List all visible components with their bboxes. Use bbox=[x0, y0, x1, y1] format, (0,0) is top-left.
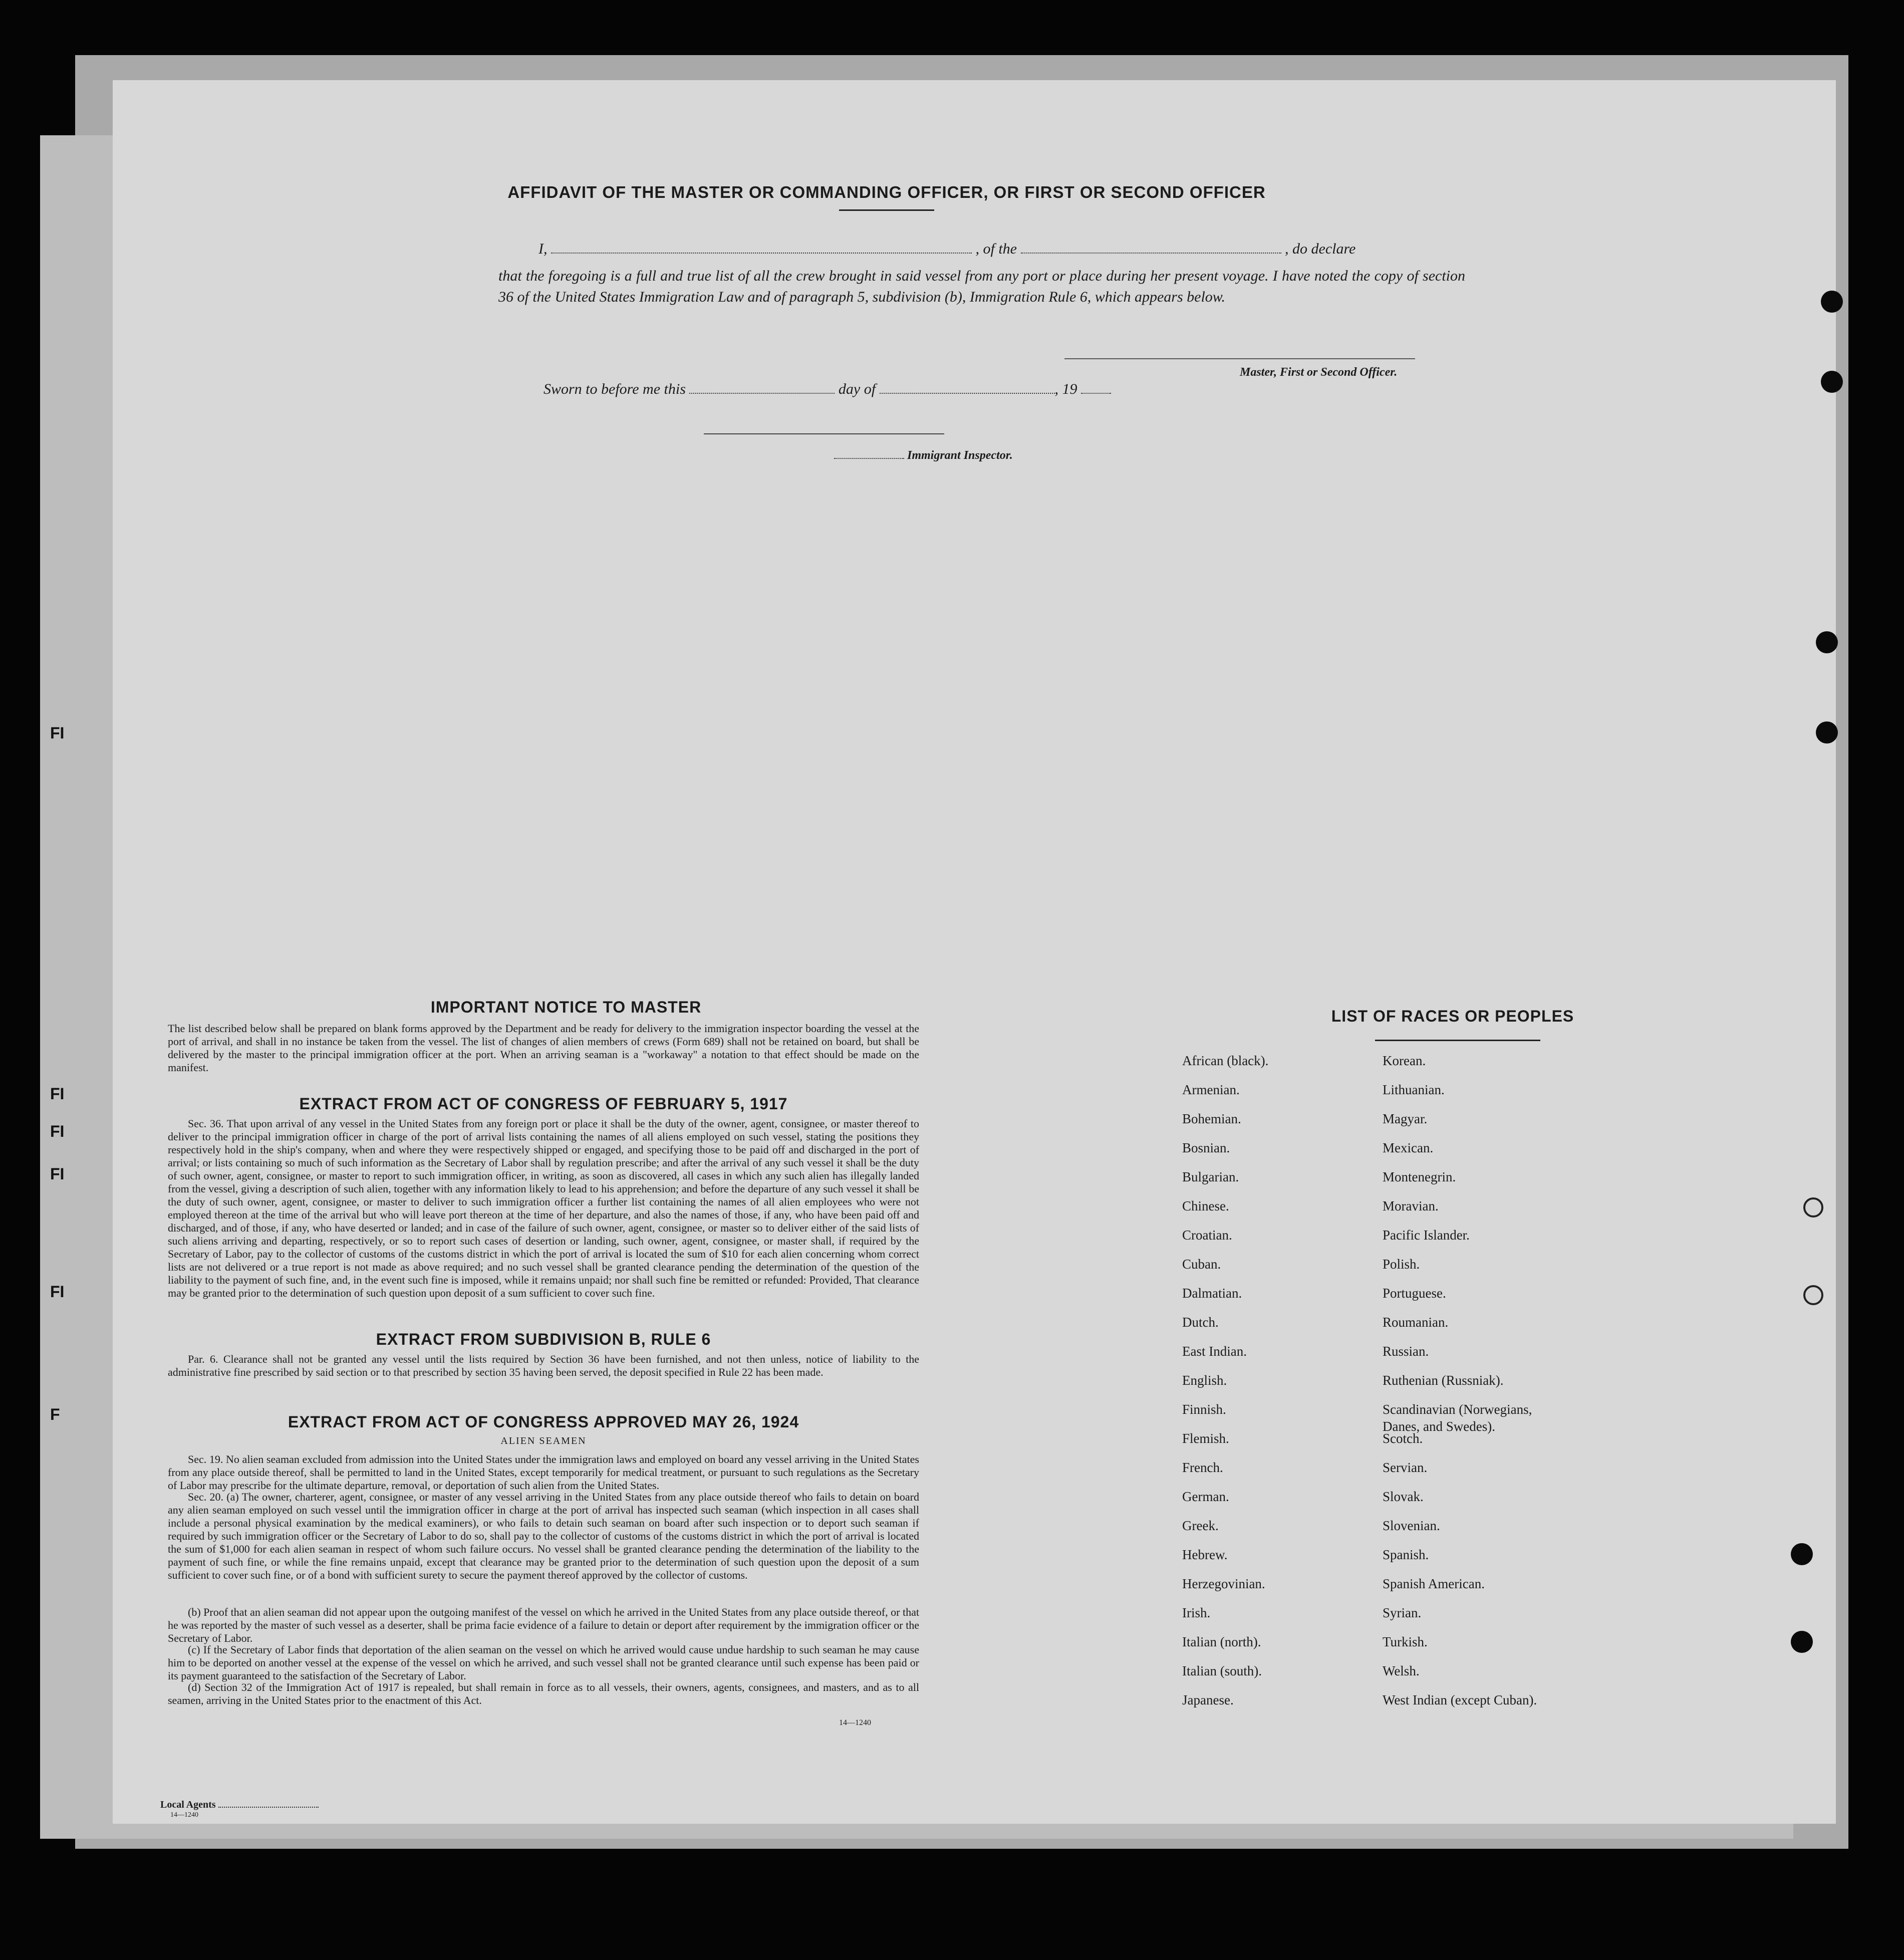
extract-1924-title: EXTRACT FROM ACT OF CONGRESS APPROVED MAY 26, 1924 bbox=[288, 1413, 799, 1431]
extract-1917-title: EXTRACT FROM ACT OF CONGRESS OF FEBRUARY 5, 1917 bbox=[299, 1095, 788, 1113]
declarant-prefix: I, bbox=[538, 240, 548, 257]
race-item: German. bbox=[1182, 1489, 1229, 1504]
sworn-prefix: Sworn to before me this bbox=[543, 381, 686, 397]
race-item: Montenegrin. bbox=[1383, 1169, 1456, 1184]
race-item: African (black). bbox=[1182, 1053, 1269, 1068]
race-item: Spanish American. bbox=[1383, 1576, 1485, 1591]
sworn-year-field[interactable] bbox=[1081, 381, 1111, 394]
race-item: Magyar. bbox=[1383, 1111, 1428, 1126]
inspector-label bbox=[834, 448, 1013, 462]
race-item: Bosnian. bbox=[1182, 1140, 1230, 1155]
footer-form-number: 14—1240 bbox=[170, 1811, 198, 1819]
local-agents-label bbox=[160, 1799, 319, 1811]
race-item: Dalmatian. bbox=[1182, 1286, 1242, 1301]
race-item: Dutch. bbox=[1182, 1315, 1219, 1330]
race-item: Italian (north). bbox=[1182, 1634, 1261, 1649]
declaration-body: that the foregoing is a full and true list of all the crew brought in said vessel from any port or place during her present voyage. I have noted the copy of section 36 of the United States Immigration Law and of paragraph 5, subdivision (b), Immigration Rule 6, which appears below. bbox=[498, 268, 1465, 305]
race-item: Flemish. bbox=[1182, 1431, 1229, 1446]
race-item: Spanish. bbox=[1383, 1547, 1429, 1562]
inspector-dots bbox=[834, 448, 904, 459]
sidebar-fragment: FI bbox=[50, 1085, 65, 1103]
declarant-name-field[interactable] bbox=[551, 240, 972, 254]
master-signature-label: Master, First or Second Officer. bbox=[1240, 366, 1398, 379]
race-item: Russian. bbox=[1383, 1344, 1429, 1359]
sidebar-fragment: FI bbox=[50, 1122, 65, 1140]
master-signature-line[interactable] bbox=[1064, 358, 1415, 359]
race-item: Croatian. bbox=[1182, 1228, 1232, 1243]
race-item: Armenian. bbox=[1182, 1082, 1240, 1097]
alien-seamen-subtitle: ALIEN SEAMEN bbox=[500, 1435, 587, 1446]
race-item: Polish. bbox=[1383, 1257, 1420, 1272]
race-item: Slovenian. bbox=[1383, 1518, 1440, 1533]
sworn-line bbox=[543, 381, 1111, 398]
inspector-signature-line[interactable] bbox=[704, 433, 944, 434]
sidebar-fragment: FI bbox=[50, 724, 65, 742]
race-item: Roumanian. bbox=[1383, 1315, 1449, 1330]
race-item: Slovak. bbox=[1383, 1489, 1424, 1504]
race-item: Moravian. bbox=[1383, 1198, 1439, 1213]
race-item: Japanese. bbox=[1182, 1692, 1234, 1707]
race-item: West Indian (except Cuban). bbox=[1383, 1692, 1537, 1707]
declare-suffix: , do declare bbox=[1285, 240, 1356, 257]
race-item: English. bbox=[1182, 1373, 1227, 1388]
punch-hole bbox=[1803, 1197, 1823, 1217]
rule6-body: Par. 6. Clearance shall not be granted any vessel until the lists required by Section 36 have been furnished, and not then unless, notice of liability to the administrative fine prescribed by said section or to that prescribed by section 35 having been served, the deposit specified in Rule 22 has been made. bbox=[168, 1353, 919, 1378]
race-item: Italian (south). bbox=[1182, 1663, 1262, 1678]
race-item: Bohemian. bbox=[1182, 1111, 1241, 1126]
sworn-month-field[interactable] bbox=[880, 381, 1055, 394]
extract-1924-sec20c: (c) If the Secretary of Labor finds that deportation of the alien seaman on the vessel on which he arrived would cause undue hardship to such seaman he may cause him to be deported on another vessel at the expense of the vessel on which he arrived, and such vessel shall not be granted clearance until such expense has been paid or its payment guaranteed to the satisfaction of the Secretary of Labor. bbox=[168, 1643, 919, 1682]
punch-hole bbox=[1791, 1543, 1813, 1565]
race-item: East Indian. bbox=[1182, 1344, 1247, 1359]
extract-1917-body: Sec. 36. That upon arrival of any vessel in the United States from any foreign port or place it shall be the duty of the owner, agent, consignee, or master thereof to deliver to the principal immigration officer in charge of the port of arrival lists containing the names of all aliens employed on such vessel, stating the positions they respectively hold in the ship's company, when and where they were respectively shipped or engaged, and specifying those to be paid off and discharged in the port of arrival; or lists containing so much of such information as the Secretary of Labor shall by regulation prescribe; and after the arrival of any such vessel it shall be the duty of such owner, agent, consignee, or master to report to such immigration officer, in writing, as soon as discovered, all cases in which any such alien has illegally landed from the vessel, giving a description of such alien, together with any information likely to lead to his apprehension; and before the departure of any such vessel it shall be the duty of such owner, agent, consignee, or master to deliver to such immigration officer a further list containing the names of all alien employees who were not employed thereon at the time of the arrival but who will leave port thereon at the time of her departure, and also the names of those, if any, who have been paid off and discharged, and of those, if any, who have deserted or landed; and in case of the failure of such owner, agent, consignee, or master so to deliver either of the said lists of such aliens arriving and departing, respectively, or so to report such cases of desertion or landing, such owner, agent, consignee, or master shall, if required by the Secretary of Labor, pay to the collector of customs of the customs district in which the port of arrival is located the sum of $10 for each alien concerning whom correct lists are not delivered or a true report is not made as above required; and no such vessel shall be granted clearance pending the determination of the question of the liability to the payment of such fine, and, in the event such fine is imposed, while it remains unpaid; nor shall such fine be remitted or refunded: Provided, That clearance may be granted prior to the determination of such question upon deposit of a sum sufficient to cover such fine. bbox=[168, 1117, 919, 1299]
race-item: Greek. bbox=[1182, 1518, 1219, 1533]
notice-title: IMPORTANT NOTICE TO MASTER bbox=[430, 998, 702, 1016]
race-item: Ruthenian (Russniak). bbox=[1383, 1373, 1504, 1388]
title-rule bbox=[839, 209, 934, 211]
race-item: Pacific Islander. bbox=[1383, 1228, 1470, 1243]
race-item: Finnish. bbox=[1182, 1402, 1226, 1417]
form-number: 14—1240 bbox=[839, 1719, 871, 1727]
vessel-prefix: , of the bbox=[975, 240, 1017, 257]
race-item: Herzegovinian. bbox=[1182, 1576, 1265, 1591]
extract-1924-sec20b: (b) Proof that an alien seaman did not appear upon the outgoing manifest of the vessel on which he arrived in the United States from any place outside thereof, or that he was reported by the master of such vessel as a deserter, shall be prima facie evidence of a failure to detain or deport after requirement by the immigration officer or the Secretary of Labor. bbox=[168, 1606, 919, 1644]
punch-hole bbox=[1816, 721, 1838, 744]
punch-hole bbox=[1791, 1631, 1813, 1653]
local-agents-text: Local Agents bbox=[160, 1799, 216, 1810]
races-title: LIST OF RACES OR PEOPLES bbox=[1331, 1007, 1574, 1025]
notice-body: The list described below shall be prepared on blank forms approved by the Department and be ready for delivery to the immigration inspector boarding the vessel at the port of arrival, and shall in no instance be taken from the vessel. The list of changes of alien members of crews (Form 689) shall not be retained on board, but shall be delivered by the master to the principal immigration officer at the port. When an arriving seaman is a "workaway" a notation to that effect should be made on the manifest. bbox=[168, 1022, 919, 1074]
race-item: Portuguese. bbox=[1383, 1286, 1446, 1301]
punch-hole bbox=[1821, 371, 1843, 393]
race-item: Korean. bbox=[1383, 1053, 1426, 1068]
race-item: Lithuanian. bbox=[1383, 1082, 1445, 1097]
race-item: Bulgarian. bbox=[1182, 1169, 1239, 1184]
sidebar-fragment: FI bbox=[50, 1283, 65, 1301]
affidavit-title: AFFIDAVIT OF THE MASTER OR COMMANDING OFFICER, OR FIRST OR SECOND OFFICER bbox=[507, 183, 1266, 201]
races-title-rule bbox=[1375, 1040, 1540, 1041]
race-item: French. bbox=[1182, 1460, 1223, 1475]
extract-1924-sec20d: (d) Section 32 of the Immigration Act of 1917 is repealed, but shall remain in force as to all vessels, their owners, agents, consignees, and masters, and as to all seamen, arriving in the United States prior to the enactment of this Act. bbox=[168, 1681, 919, 1706]
race-item: Scandinavian (Norwegians, Danes, and Swedes). bbox=[1383, 1402, 1532, 1434]
sworn-day-field[interactable] bbox=[689, 381, 835, 394]
rule6-title: EXTRACT FROM SUBDIVISION B, RULE 6 bbox=[376, 1330, 711, 1348]
race-item: Servian. bbox=[1383, 1460, 1428, 1475]
race-item: Hebrew. bbox=[1182, 1547, 1228, 1562]
race-item: Scotch. bbox=[1383, 1431, 1423, 1446]
inspector-text: Immigrant Inspector. bbox=[907, 449, 1013, 462]
race-item: Irish. bbox=[1182, 1605, 1211, 1620]
race-item: Welsh. bbox=[1383, 1663, 1420, 1678]
sworn-year-prefix: , 19 bbox=[1054, 381, 1077, 397]
race-item: Turkish. bbox=[1383, 1634, 1428, 1649]
race-item: Mexican. bbox=[1383, 1140, 1434, 1155]
sworn-day-of: day of bbox=[838, 381, 876, 397]
punch-hole bbox=[1803, 1285, 1823, 1305]
race-item: Chinese. bbox=[1182, 1198, 1229, 1213]
vessel-name-field[interactable] bbox=[1021, 240, 1281, 254]
form-page bbox=[113, 80, 1836, 1824]
local-agents-field[interactable] bbox=[218, 1799, 319, 1808]
extract-1924-sec19: Sec. 19. No alien seaman excluded from admission into the United States under the immigration laws and employed on board any vessel arriving in the United States from any place outside thereof, shall be permitted to land in the United States, except temporarily for medical treatment, or pursuant to such regulations as the Secretary of Labor may prescribe for the ultimate departure, removal, or deportation of such alien from the United States. bbox=[168, 1453, 919, 1492]
sidebar-fragment: FI bbox=[50, 1165, 65, 1183]
punch-hole bbox=[1821, 291, 1843, 313]
race-item: Syrian. bbox=[1383, 1605, 1422, 1620]
punch-hole bbox=[1816, 631, 1838, 653]
race-item: Cuban. bbox=[1182, 1257, 1221, 1272]
extract-1924-sec20a: Sec. 20. (a) The owner, charterer, agent, consignee, or master of any vessel arriving in the United States from any place outside thereof who fails to detain on board any alien seaman employed on such vessel until the immigration officer in charge at the port of arrival has inspected such seaman (which inspection in all cases shall include a personal physical examination by the medical examiners), or who fails to detain such seaman on board after such inspection or to deport such seaman if required by such immigration officer or the Secretary of Labor to do so, shall pay to the collector of customs of the customs district in which the port of arrival is located the sum of $1,000 for each alien seaman in respect of whom such failure occurs. No vessel shall be granted clearance pending the determination of the liability to the payment of such fine, or while the fine remains unpaid, except that clearance may be granted prior to the determination of such question upon the deposit of a sum sufficient to cover such fine, or of a bond with sufficient surety to secure the payment thereof approved by the collector of customs. bbox=[168, 1491, 919, 1581]
sidebar-fragment: F bbox=[50, 1405, 60, 1423]
declaration-line bbox=[538, 240, 1355, 258]
